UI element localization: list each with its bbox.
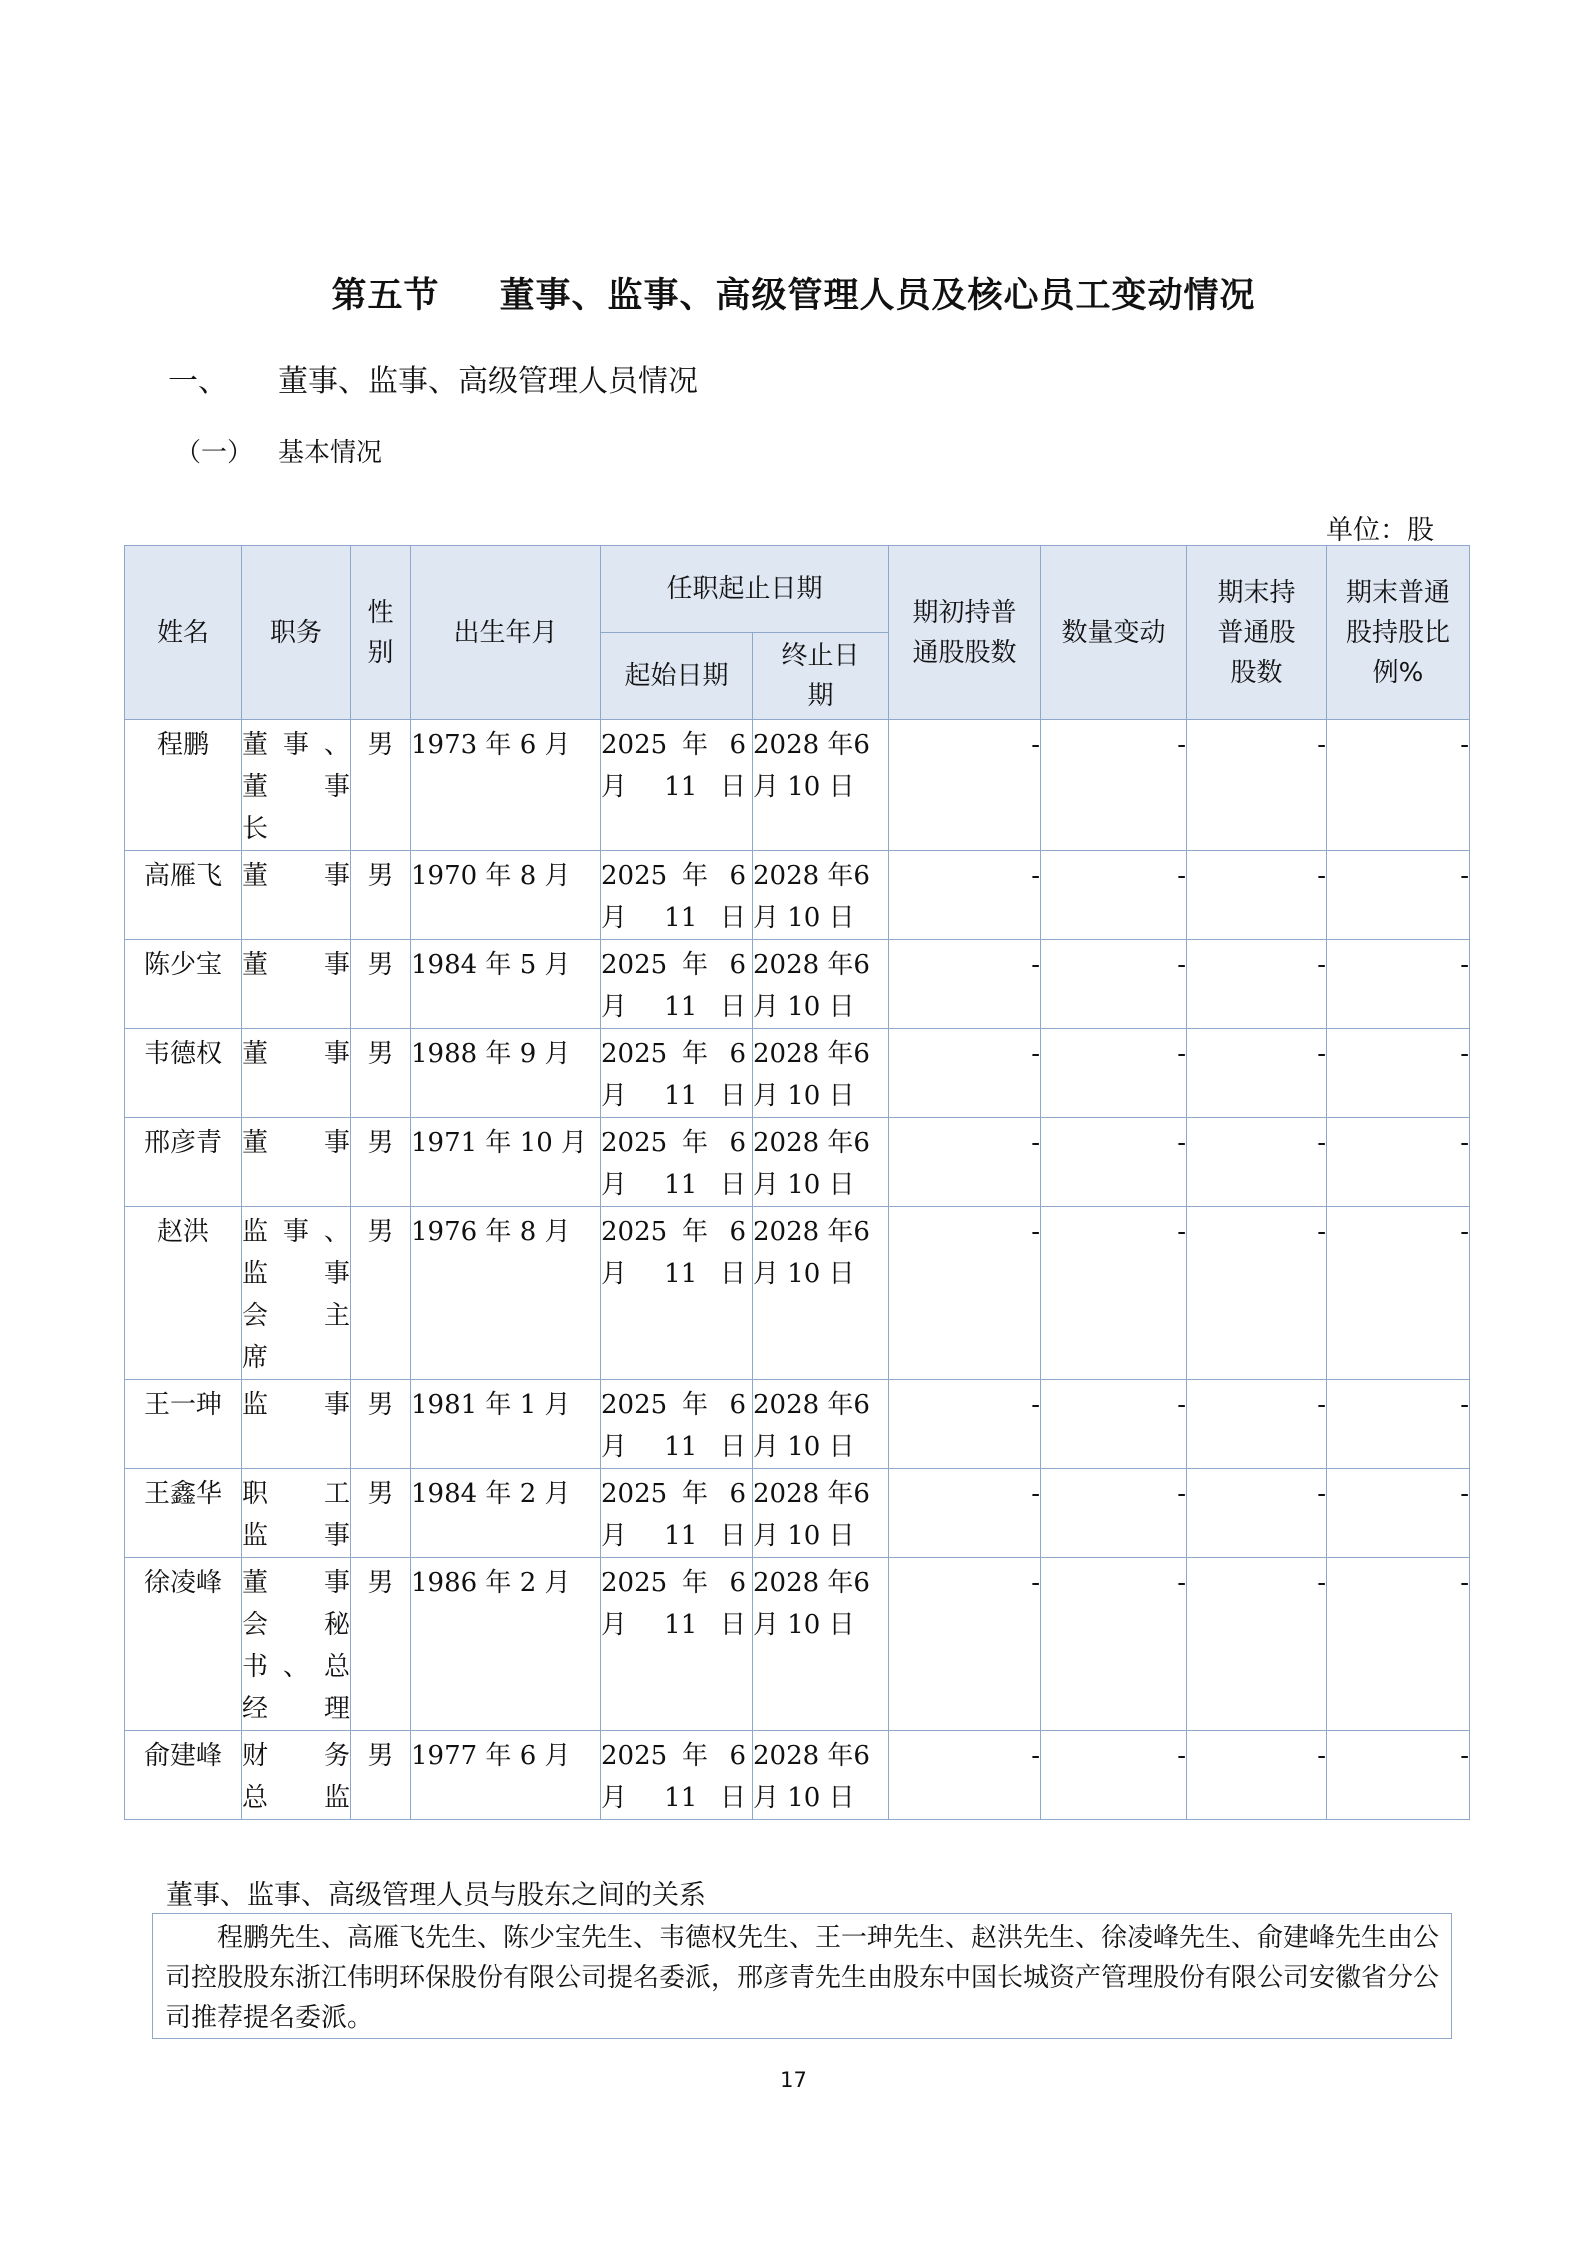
table-row [125, 940, 1470, 1029]
cell-closing-ratio: - [1327, 1029, 1470, 1118]
cell-term-start-line: 月 11 日 [601, 772, 746, 802]
relationship-title: 董事、监事、高级管理人员与股东之间的关系 [166, 1880, 706, 1911]
cell-term-end [753, 1029, 889, 1118]
cell-name: 王一珅 [125, 1380, 242, 1469]
cell-term-end-line: 月 10 日 [753, 903, 855, 933]
cell-closing-ratio: - [1327, 720, 1470, 851]
cell-closing-shares: - [1187, 1207, 1327, 1380]
cell-gender: 男 [351, 1118, 411, 1207]
cell-position [242, 1029, 351, 1118]
cell-term-end-line: 月 10 日 [753, 1081, 855, 1111]
cell-position-line: 职 工 [242, 1479, 350, 1509]
cell-position [242, 1118, 351, 1207]
cell-position [242, 720, 351, 851]
header-term-end: 终止日 期 [753, 633, 889, 720]
cell-term-end [753, 1380, 889, 1469]
cell-gender: 男 [351, 1731, 411, 1820]
cell-name: 高雁飞 [125, 851, 242, 940]
cell-term-start-line: 月 11 日 [601, 903, 746, 933]
cell-name: 陈少宝 [125, 940, 242, 1029]
cell-term-end-line: 2028 年6 [753, 861, 870, 891]
cell-birth: 1977 年 6 月 [411, 1731, 601, 1820]
cell-name: 赵洪 [125, 1207, 242, 1380]
table-row [125, 1558, 1470, 1731]
cell-closing-shares: - [1187, 720, 1327, 851]
cell-birth: 1973 年 6 月 [411, 720, 601, 851]
cell-gender: 男 [351, 851, 411, 940]
cell-closing-ratio: - [1327, 940, 1470, 1029]
cell-opening-shares: - [889, 1029, 1041, 1118]
cell-term-end-line: 2028 年6 [753, 1741, 870, 1771]
cell-term-start-line: 月 11 日 [601, 1432, 746, 1462]
cell-term-start-line: 月 11 日 [601, 992, 746, 1022]
cell-name: 王鑫华 [125, 1469, 242, 1558]
heading-1-title: 董事、监事、高级管理人员情况 [278, 364, 698, 399]
unit-label: 单位：股 [1326, 515, 1434, 546]
cell-term-end-line: 月 10 日 [753, 1610, 855, 1640]
cell-position-line: 席 [242, 1343, 269, 1373]
cell-opening-shares: - [889, 851, 1041, 940]
cell-position-line: 书、总 [242, 1652, 350, 1682]
cell-term-end [753, 1558, 889, 1731]
cell-opening-shares: - [889, 1558, 1041, 1731]
cell-gender: 男 [351, 1380, 411, 1469]
cell-closing-shares: - [1187, 1558, 1327, 1731]
cell-closing-ratio: - [1327, 1558, 1470, 1731]
cell-change: - [1041, 1029, 1187, 1118]
cell-term-end-line: 月 10 日 [753, 1783, 855, 1813]
cell-closing-ratio: - [1327, 1380, 1470, 1469]
cell-term-start-line: 2025 年 6 [601, 950, 746, 980]
cell-position-line: 财 务 [242, 1741, 350, 1771]
cell-term-end-line: 2028 年6 [753, 950, 870, 980]
cell-position [242, 940, 351, 1029]
cell-term-start [601, 1380, 753, 1469]
cell-birth: 1976 年 8 月 [411, 1207, 601, 1380]
cell-position-line: 董 事 [242, 1568, 350, 1598]
cell-change: - [1041, 1207, 1187, 1380]
header-term: 任职起止日期 [601, 546, 889, 633]
cell-change: - [1041, 1469, 1187, 1558]
cell-position [242, 1731, 351, 1820]
cell-position-line: 监事、 [242, 1217, 350, 1247]
cell-term-start-line: 2025 年 6 [601, 730, 746, 760]
cell-term-end [753, 1469, 889, 1558]
cell-term-end [753, 720, 889, 851]
cell-position-line: 董事 [242, 1039, 350, 1069]
heading-2-title: 基本情况 [278, 438, 383, 468]
cell-term-end [753, 1731, 889, 1820]
cell-change: - [1041, 851, 1187, 940]
directors-table [124, 545, 1470, 1820]
header-term-start: 起始日期 [601, 633, 753, 720]
cell-term-end [753, 1207, 889, 1380]
cell-closing-ratio: - [1327, 851, 1470, 940]
cell-term-start [601, 851, 753, 940]
cell-term-end-line: 2028 年6 [753, 1128, 870, 1158]
cell-term-end [753, 1118, 889, 1207]
cell-term-start-line: 月 11 日 [601, 1783, 746, 1813]
cell-term-start [601, 1207, 753, 1380]
section-title-text: 董事、监事、高级管理人员及核心员工变动情况 [499, 276, 1256, 316]
cell-term-start [601, 1029, 753, 1118]
cell-term-start [601, 940, 753, 1029]
header-birth: 出生年月 [411, 546, 601, 720]
cell-gender: 男 [351, 720, 411, 851]
cell-opening-shares: - [889, 940, 1041, 1029]
table-row [125, 1207, 1470, 1380]
cell-gender: 男 [351, 940, 411, 1029]
cell-opening-shares: - [889, 1207, 1041, 1380]
relationship-box [152, 1913, 1452, 2039]
cell-closing-shares: - [1187, 940, 1327, 1029]
header-gender: 性 别 [351, 546, 411, 720]
cell-term-end-line: 月 10 日 [753, 772, 855, 802]
cell-name: 邢彦青 [125, 1118, 242, 1207]
cell-term-start-line: 2025 年 6 [601, 861, 746, 891]
header-name: 姓名 [125, 546, 242, 720]
cell-closing-shares: - [1187, 1380, 1327, 1469]
cell-term-start-line: 2025 年 6 [601, 1479, 746, 1509]
cell-opening-shares: - [889, 1731, 1041, 1820]
section-number: 第五节 [331, 276, 440, 316]
cell-birth: 1981 年 1 月 [411, 1380, 601, 1469]
relationship-text: 程鹏先生、高雁飞先生、陈少宝先生、韦德权先生、王一珅先生、赵洪先生、徐凌峰先生、俞建峰先生由公司控股股东浙江伟明环保股份有限公司提名委派，邢彦青先生由股东中国长城资产管理股份有限公司安徽省分公司推荐提名委派。 [165, 1923, 1440, 2033]
cell-term-start-line: 月 11 日 [601, 1081, 746, 1111]
cell-term-start-line: 2025 年 6 [601, 1128, 746, 1158]
heading-1 [168, 356, 698, 400]
cell-gender: 男 [351, 1469, 411, 1558]
cell-position-line: 董事 [242, 861, 350, 891]
cell-term-start [601, 1469, 753, 1558]
cell-opening-shares: - [889, 1469, 1041, 1558]
cell-position [242, 1558, 351, 1731]
cell-term-end-line: 月 10 日 [753, 1170, 855, 1200]
header-closing-shares: 期末持 普通股 股数 [1187, 546, 1327, 720]
cell-closing-ratio: - [1327, 1469, 1470, 1558]
cell-gender: 男 [351, 1029, 411, 1118]
cell-position-line: 监 事 [242, 1259, 350, 1289]
cell-term-start [601, 1558, 753, 1731]
cell-birth: 1988 年 9 月 [411, 1029, 601, 1118]
cell-gender: 男 [351, 1558, 411, 1731]
cell-term-end-line: 2028 年6 [753, 1568, 870, 1598]
cell-change: - [1041, 1380, 1187, 1469]
cell-name: 俞建峰 [125, 1731, 242, 1820]
cell-term-start-line: 2025 年 6 [601, 1390, 746, 1420]
cell-term-end-line: 2028 年6 [753, 1217, 870, 1247]
cell-closing-shares: - [1187, 1731, 1327, 1820]
cell-term-end-line: 2028 年6 [753, 1390, 870, 1420]
cell-position [242, 851, 351, 940]
cell-position-line: 长 [242, 814, 269, 844]
cell-position-line: 总监 [242, 1783, 350, 1813]
cell-change: - [1041, 1558, 1187, 1731]
cell-birth: 1970 年 8 月 [411, 851, 601, 940]
heading-2-number: （一） [175, 438, 254, 468]
cell-name: 韦德权 [125, 1029, 242, 1118]
cell-term-start-line: 2025 年 6 [601, 1741, 746, 1771]
header-closing-ratio: 期末普通 股持股比 例% [1327, 546, 1470, 720]
cell-term-start-line: 2025 年 6 [601, 1039, 746, 1069]
cell-position-line: 监事 [242, 1521, 350, 1551]
section-title [0, 268, 1587, 318]
cell-name: 徐凌峰 [125, 1558, 242, 1731]
cell-term-end-line: 月 10 日 [753, 1432, 855, 1462]
cell-position [242, 1207, 351, 1380]
cell-change: - [1041, 1731, 1187, 1820]
cell-birth: 1986 年 2 月 [411, 1558, 601, 1731]
cell-opening-shares: - [889, 1118, 1041, 1207]
cell-term-end-line: 月 10 日 [753, 1259, 855, 1289]
cell-change: - [1041, 720, 1187, 851]
cell-change: - [1041, 940, 1187, 1029]
cell-position-line: 董 事 [242, 772, 350, 802]
table-body [125, 720, 1470, 1820]
cell-closing-shares: - [1187, 1029, 1327, 1118]
table-row [125, 851, 1470, 940]
cell-opening-shares: - [889, 1380, 1041, 1469]
cell-position-line: 会 秘 [242, 1610, 350, 1640]
cell-closing-ratio: - [1327, 1731, 1470, 1820]
cell-change: - [1041, 1118, 1187, 1207]
cell-term-end-line: 月 10 日 [753, 992, 855, 1022]
page-number: 17 [780, 2068, 807, 2092]
heading-2 [175, 432, 382, 469]
header-change: 数量变动 [1041, 546, 1187, 720]
table-row [125, 1118, 1470, 1207]
cell-term-start-line: 月 11 日 [601, 1610, 746, 1640]
cell-position-line: 董事、 [242, 730, 350, 760]
cell-term-end [753, 940, 889, 1029]
cell-closing-ratio: - [1327, 1118, 1470, 1207]
cell-term-end-line: 月 10 日 [753, 1521, 855, 1551]
cell-position [242, 1380, 351, 1469]
cell-term-start-line: 月 11 日 [601, 1521, 746, 1551]
cell-closing-shares: - [1187, 1118, 1327, 1207]
cell-position-line: 监事 [242, 1390, 350, 1420]
cell-term-start [601, 1118, 753, 1207]
cell-term-end [753, 851, 889, 940]
cell-term-start [601, 1731, 753, 1820]
table-row [125, 1731, 1470, 1820]
cell-term-end-line: 2028 年6 [753, 1479, 870, 1509]
cell-position-line: 经理 [242, 1694, 350, 1724]
table-row [125, 1469, 1470, 1558]
cell-term-start-line: 2025 年 6 [601, 1217, 746, 1247]
cell-gender: 男 [351, 1207, 411, 1380]
cell-closing-shares: - [1187, 851, 1327, 940]
cell-birth: 1971 年 10 月 [411, 1118, 601, 1207]
cell-birth: 1984 年 5 月 [411, 940, 601, 1029]
cell-term-end-line: 2028 年6 [753, 1039, 870, 1069]
cell-closing-ratio: - [1327, 1207, 1470, 1380]
cell-term-start-line: 月 11 日 [601, 1170, 746, 1200]
header-opening-shares: 期初持普 通股股数 [889, 546, 1041, 720]
cell-term-start [601, 720, 753, 851]
table-row [125, 1380, 1470, 1469]
cell-opening-shares: - [889, 720, 1041, 851]
cell-position [242, 1469, 351, 1558]
cell-term-end-line: 2028 年6 [753, 730, 870, 760]
cell-position-line: 董事 [242, 950, 350, 980]
cell-term-start-line: 月 11 日 [601, 1259, 746, 1289]
header-position: 职务 [242, 546, 351, 720]
table-row [125, 1029, 1470, 1118]
cell-birth: 1984 年 2 月 [411, 1469, 601, 1558]
cell-term-start-line: 2025 年 6 [601, 1568, 746, 1598]
cell-position-line: 会 主 [242, 1301, 350, 1331]
cell-name: 程鹏 [125, 720, 242, 851]
table-row [125, 720, 1470, 851]
heading-1-number: 一、 [168, 364, 228, 399]
cell-position-line: 董事 [242, 1128, 350, 1158]
cell-closing-shares: - [1187, 1469, 1327, 1558]
